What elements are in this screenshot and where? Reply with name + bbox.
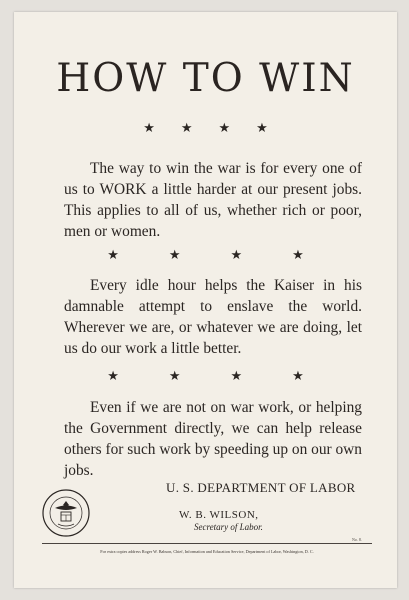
star-icon: ★ bbox=[292, 369, 304, 384]
star-icon: ★ bbox=[218, 121, 231, 136]
poster-number: No. 8. bbox=[352, 537, 362, 542]
signer-title: Secretary of Labor. bbox=[194, 522, 263, 532]
poster-sheet bbox=[14, 12, 397, 588]
poster-title: HOW TO WIN bbox=[56, 56, 355, 101]
star-icon: ★ bbox=[256, 121, 268, 136]
paragraph-3: Even if we are not on war work, or helping the Government directly, we can help release others for such work by speeding up on our own jobs. bbox=[64, 399, 362, 479]
star-icon: ★ bbox=[292, 248, 304, 263]
footer-note: For extra copies address Roger W. Babson, Chief, Information and Education Service, Department of Labor, Washington, D. C. bbox=[100, 549, 314, 554]
star-icon: ★ bbox=[230, 248, 243, 263]
paragraph-1: The way to win the war is for every one of us to WORK a little harder at our present jobs. This applies to all of us, whether rich or poor, men or women. bbox=[64, 160, 362, 240]
star-icon: ★ bbox=[107, 248, 119, 263]
paragraph-2: Every idle hour helps the Kaiser in his damnable attempt to enslave the world. Wherever we are, or whatever we are doing, let us do our work a little better. bbox=[64, 277, 362, 357]
star-row-3 bbox=[14, 369, 397, 384]
star-row-2 bbox=[14, 248, 397, 263]
department-seal-icon bbox=[41, 488, 91, 538]
star-icon: ★ bbox=[107, 369, 119, 384]
star-icon: ★ bbox=[168, 248, 181, 263]
star-icon: ★ bbox=[180, 121, 193, 136]
footer-divider bbox=[42, 543, 372, 544]
star-icon: ★ bbox=[230, 369, 243, 384]
signer-name: W. B. WILSON, bbox=[179, 509, 259, 521]
star-icon: ★ bbox=[143, 121, 155, 136]
star-icon: ★ bbox=[168, 369, 181, 384]
star-row-1 bbox=[14, 121, 397, 136]
department-signature: U. S. DEPARTMENT OF LABOR bbox=[166, 480, 356, 495]
